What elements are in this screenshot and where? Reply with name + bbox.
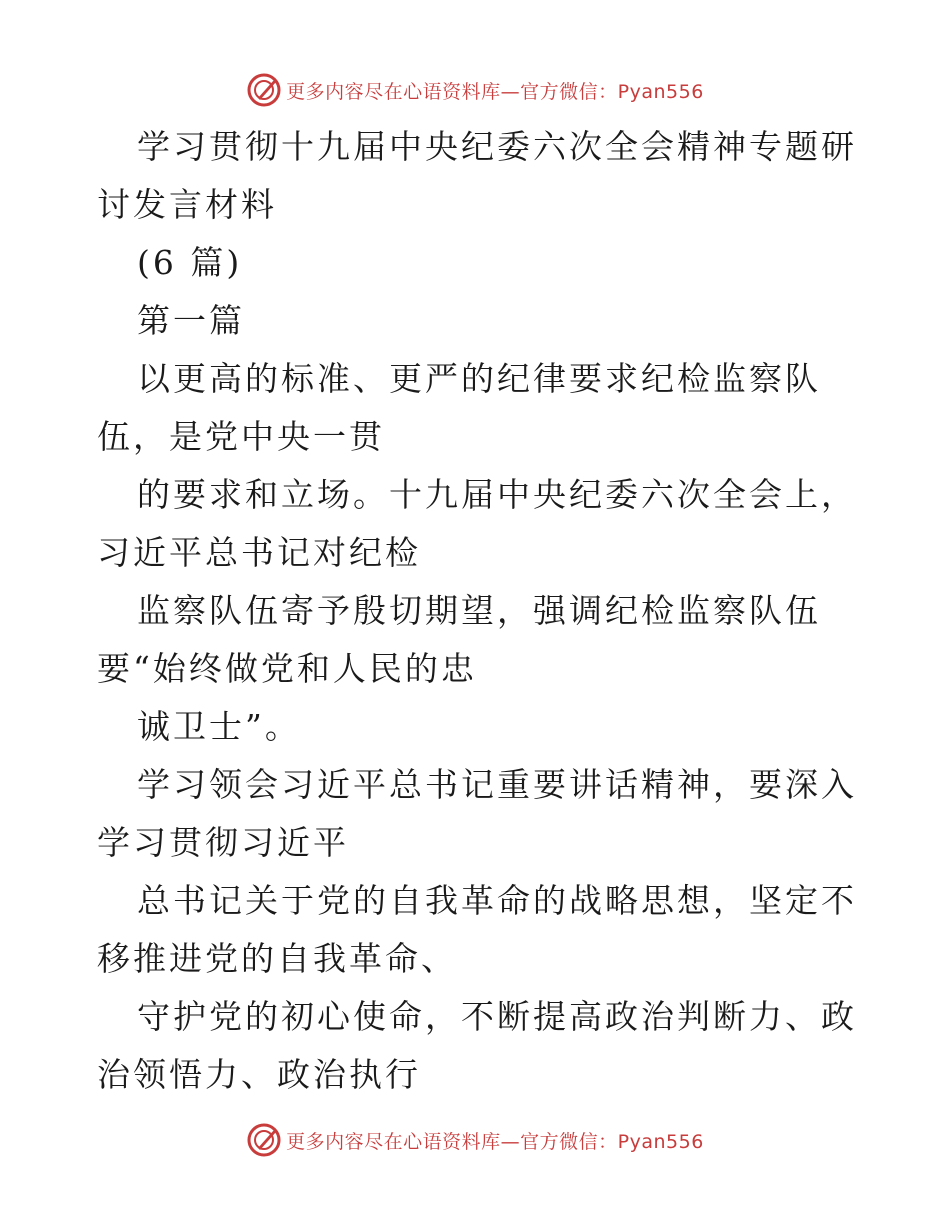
section-heading: 第一篇 [137, 301, 245, 340]
body-paragraph: 诚卫士”。 [137, 707, 301, 746]
header-watermark [0, 70, 950, 110]
document-title: 学习贯彻十九届中央纪委六次全会精神专题研讨发言材料 [97, 127, 857, 224]
body-paragraph: 的要求和立场。十九届中央纪委六次全会上，习近平总书记对纪检 [97, 475, 857, 572]
watermark-text: 更多内容尽在心语资料库—官方微信：Pyan556 [286, 80, 704, 103]
footer-watermark [0, 1120, 950, 1160]
body-paragraph: 总书记关于党的自我革命的战略思想，坚定不移推进党的自我革命、 [97, 881, 857, 978]
logo-icon [246, 1122, 282, 1158]
document-body [97, 118, 857, 1104]
watermark-text: 更多内容尽在心语资料库—官方微信：Pyan556 [286, 1130, 704, 1153]
body-paragraph: 以更高的标准、更严的纪律要求纪检监察队伍，是党中央一贯 [97, 359, 821, 456]
body-paragraph: 监察队伍寄予殷切期望，强调纪检监察队伍要“始终做党和人民的忠 [97, 591, 821, 688]
article-count: (6 篇) [137, 243, 243, 282]
body-paragraph: 守护党的初心使命，不断提高政治判断力、政治领悟力、政治执行 [97, 997, 857, 1094]
body-paragraph: 学习领会习近平总书记重要讲话精神，要深入学习贯彻习近平 [97, 765, 857, 862]
logo-icon [246, 72, 282, 108]
